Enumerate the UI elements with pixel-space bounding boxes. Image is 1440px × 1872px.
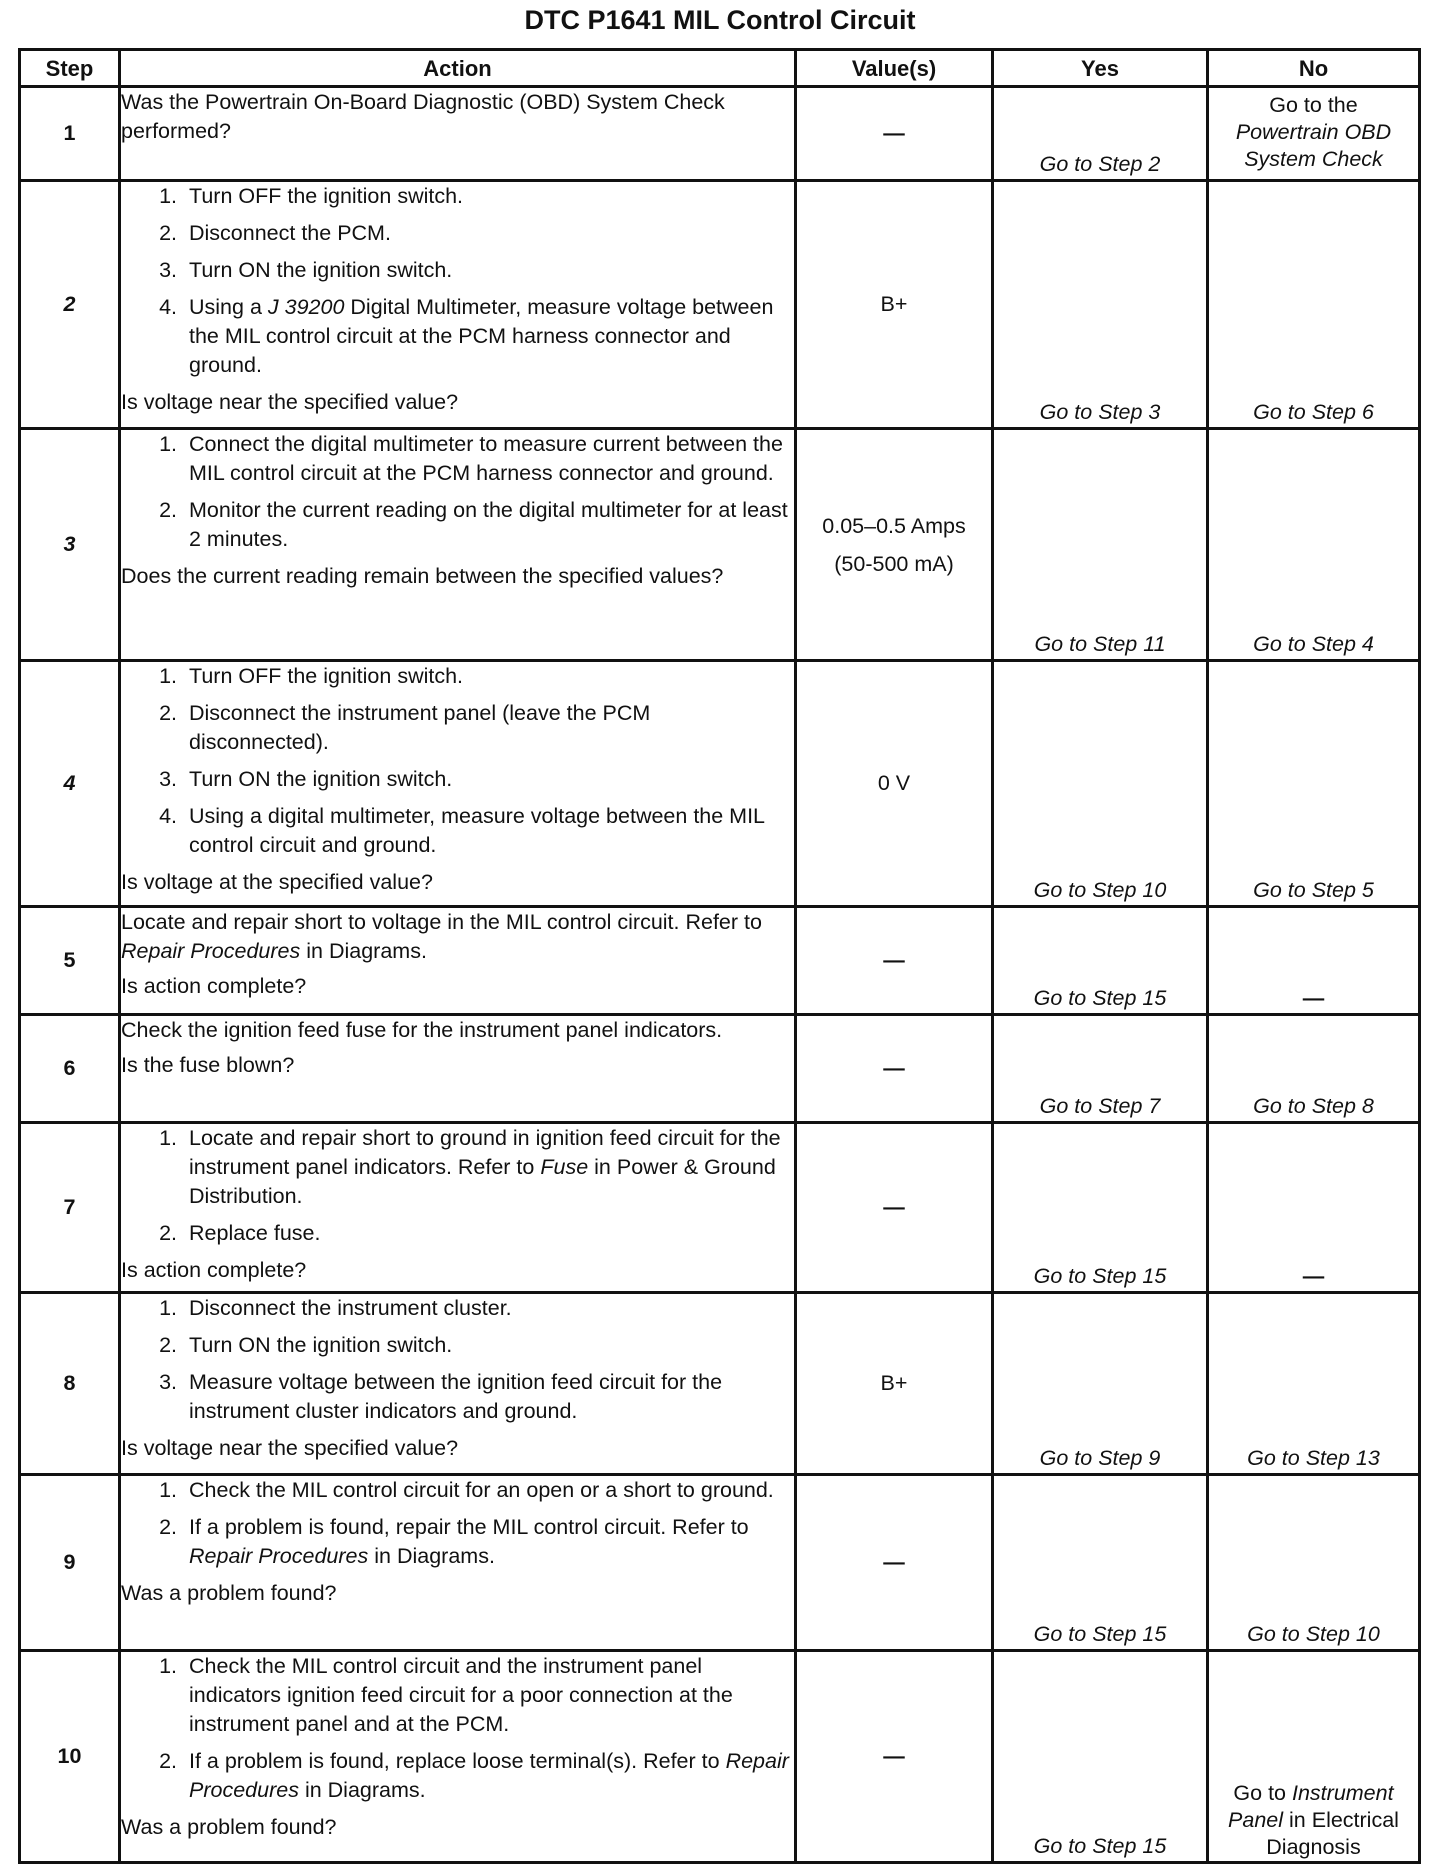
action-steps (121, 430, 794, 554)
action-step: 1. Connect the digital multimeter to measure current between the MIL control circuit at the PCM harness connector and ground. (183, 430, 794, 488)
action-step-text: If a problem is found, repair the MIL control circuit. Refer to (189, 1515, 749, 1539)
action-step: 3. Measure voltage between the ignition feed circuit for the instrument cluster indicators and ground. (183, 1368, 794, 1426)
no-link: Instrument Panel (1228, 1781, 1394, 1832)
no-text: Go to the (1269, 93, 1358, 117)
header-yes: Yes (993, 50, 1208, 87)
yes-cell: Go to Step 15 (993, 1651, 1208, 1863)
value-line: (50-500 mA) (834, 551, 954, 576)
no-text: Go to (1233, 1781, 1287, 1805)
value-cell: 0 V (796, 661, 993, 907)
action-step-text: in Diagrams. (304, 1778, 426, 1802)
action-cell (120, 1123, 796, 1293)
value-cell: — (796, 1651, 993, 1863)
action-step: 1. Disconnect the instrument cluster. (183, 1294, 794, 1323)
yes-cell: Go to Step 2 (993, 87, 1208, 181)
action-step: 2. Disconnect the instrument panel (leave the PCM disconnected). (183, 699, 794, 757)
yes-cell: Go to Step 9 (993, 1293, 1208, 1475)
action-question: Is the fuse blown? (121, 1053, 295, 1077)
header-value: Value(s) (796, 50, 993, 87)
no-link: Powertrain OBD System Check (1235, 120, 1392, 171)
table-row (20, 907, 1420, 1015)
action-step: 2. Replace fuse. (183, 1219, 794, 1248)
reference-name: Repair Procedures (189, 1749, 789, 1802)
action-cell (120, 907, 796, 1015)
no-text: in Electrical Diagnosis (1266, 1808, 1399, 1859)
action-cell (120, 87, 796, 181)
table-row (20, 661, 1420, 907)
page-title: DTC P1641 MIL Control Circuit (524, 5, 916, 35)
step-number: 3 (20, 429, 120, 661)
no-cell: Go to Step 8 (1208, 1015, 1420, 1123)
table-row (20, 1015, 1420, 1123)
step-number: 9 (20, 1475, 120, 1651)
no-cell: Go to Step 5 (1208, 661, 1420, 907)
no-cell: Go to Step 4 (1208, 429, 1420, 661)
value-cell: B+ (796, 1293, 993, 1475)
action-text-part: Locate and repair short to voltage in the MIL control circuit. Refer to (121, 910, 762, 934)
value-cell: — (796, 1123, 993, 1293)
action-cell (120, 429, 796, 661)
action-question: Is voltage near the specified value? (121, 1436, 459, 1460)
step-number: 1 (20, 87, 120, 181)
action-text: Check the ignition feed fuse for the instrument panel indicators. (121, 1018, 723, 1042)
action-text: Was the Powertrain On-Board Diagnostic (OBD) System Check performed? (121, 90, 725, 143)
yes-cell: Go to Step 11 (993, 429, 1208, 661)
no-cell: Go to Step 13 (1208, 1293, 1420, 1475)
action-cell (120, 1651, 796, 1863)
step-number: 8 (20, 1293, 120, 1475)
action-steps (121, 662, 794, 860)
action-steps (121, 182, 794, 380)
action-question: Is voltage at the specified value? (121, 870, 433, 894)
action-step: 2. Disconnect the PCM. (183, 219, 794, 248)
header-no: No (1208, 50, 1420, 87)
step-number: 10 (20, 1651, 120, 1863)
yes-cell: Go to Step 10 (993, 661, 1208, 907)
no-cell (1208, 1651, 1420, 1863)
no-cell: — (1208, 1123, 1420, 1293)
action-step-text: Locate and repair short to ground in ignition feed circuit for the instrument panel indicators. Refer to (189, 1126, 781, 1179)
table-row (20, 1123, 1420, 1293)
table-row (20, 429, 1420, 661)
header-action: Action (120, 50, 796, 87)
yes-cell: Go to Step 15 (993, 1123, 1208, 1293)
action-step (183, 293, 794, 380)
action-step-text: in Diagrams. (374, 1544, 495, 1568)
no-cell: — (1208, 907, 1420, 1015)
action-step-text: in Power & Ground Distribution. (189, 1155, 776, 1208)
no-cell (1208, 87, 1420, 181)
table-row (20, 1651, 1420, 1863)
no-cell: Go to Step 10 (1208, 1475, 1420, 1651)
table-row (20, 1293, 1420, 1475)
reference-name: Repair Procedures (121, 939, 301, 963)
action-cell (120, 1015, 796, 1123)
yes-cell: Go to Step 3 (993, 181, 1208, 429)
action-question: Is voltage near the specified value? (121, 390, 459, 414)
action-step: 2. Monitor the current reading on the digital multimeter for at least 2 minutes. (183, 496, 794, 554)
no-cell: Go to Step 6 (1208, 181, 1420, 429)
action-step (183, 1513, 794, 1571)
action-steps (121, 1652, 794, 1805)
action-step-text: Digital Multimeter, measure voltage between the MIL control circuit at the PCM harness connector and ground. (189, 295, 774, 377)
value-cell: — (796, 907, 993, 1015)
action-text (121, 908, 794, 966)
table-row (20, 181, 1420, 429)
action-step-text: Using a (189, 295, 262, 319)
value-line: 0.05–0.5 Amps (822, 513, 966, 538)
action-steps (121, 1476, 794, 1571)
action-step-text: If a problem is found, replace loose terminal(s). Refer to (189, 1749, 720, 1773)
step-number: 2 (20, 181, 120, 429)
reference-name: Fuse (540, 1155, 589, 1179)
action-step: 3. Turn ON the ignition switch. (183, 765, 794, 794)
yes-cell: Go to Step 7 (993, 1015, 1208, 1123)
action-cell (120, 1293, 796, 1475)
value-cell: — (796, 1475, 993, 1651)
yes-cell: Go to Step 15 (993, 907, 1208, 1015)
tool-name: J 39200 (267, 295, 345, 319)
action-question: Was a problem found? (121, 1815, 337, 1839)
action-step (183, 1124, 794, 1211)
action-step: 1. Turn OFF the ignition switch. (183, 662, 794, 691)
value-cell (796, 429, 993, 661)
diagnostic-table (18, 48, 1421, 1864)
yes-cell: Go to Step 15 (993, 1475, 1208, 1651)
value-cell: — (796, 1015, 993, 1123)
action-question: Is action complete? (121, 1258, 307, 1282)
action-step (183, 1747, 794, 1805)
table-row (20, 1475, 1420, 1651)
table-header-row (20, 50, 1420, 87)
step-number: 5 (20, 907, 120, 1015)
action-question: Was a problem found? (121, 1581, 337, 1605)
value-cell: B+ (796, 181, 993, 429)
action-step: 1. Check the MIL control circuit and the instrument panel indicators ignition feed circuit for a poor connection at the instrument panel and at the PCM. (183, 1652, 794, 1739)
step-number: 4 (20, 661, 120, 907)
table-row (20, 87, 1420, 181)
action-cell (120, 661, 796, 907)
action-question: Does the current reading remain between the specified values? (121, 564, 724, 588)
action-cell (120, 1475, 796, 1651)
action-step: 1. Turn OFF the ignition switch. (183, 182, 794, 211)
action-steps (121, 1124, 794, 1248)
action-step: 3. Turn ON the ignition switch. (183, 256, 794, 285)
value-cell: — (796, 87, 993, 181)
header-step: Step (20, 50, 120, 87)
action-question: Is action complete? (121, 974, 307, 998)
action-step: 2. Turn ON the ignition switch. (183, 1331, 794, 1360)
reference-name: Repair Procedures (189, 1544, 369, 1568)
action-step: 1. Check the MIL control circuit for an open or a short to ground. (183, 1476, 794, 1505)
step-number: 6 (20, 1015, 120, 1123)
action-cell (120, 181, 796, 429)
action-steps (121, 1294, 794, 1426)
step-number: 7 (20, 1123, 120, 1293)
action-text-part: in Diagrams. (306, 939, 427, 963)
action-step: 4. Using a digital multimeter, measure voltage between the MIL control circuit and ground. (183, 802, 794, 860)
